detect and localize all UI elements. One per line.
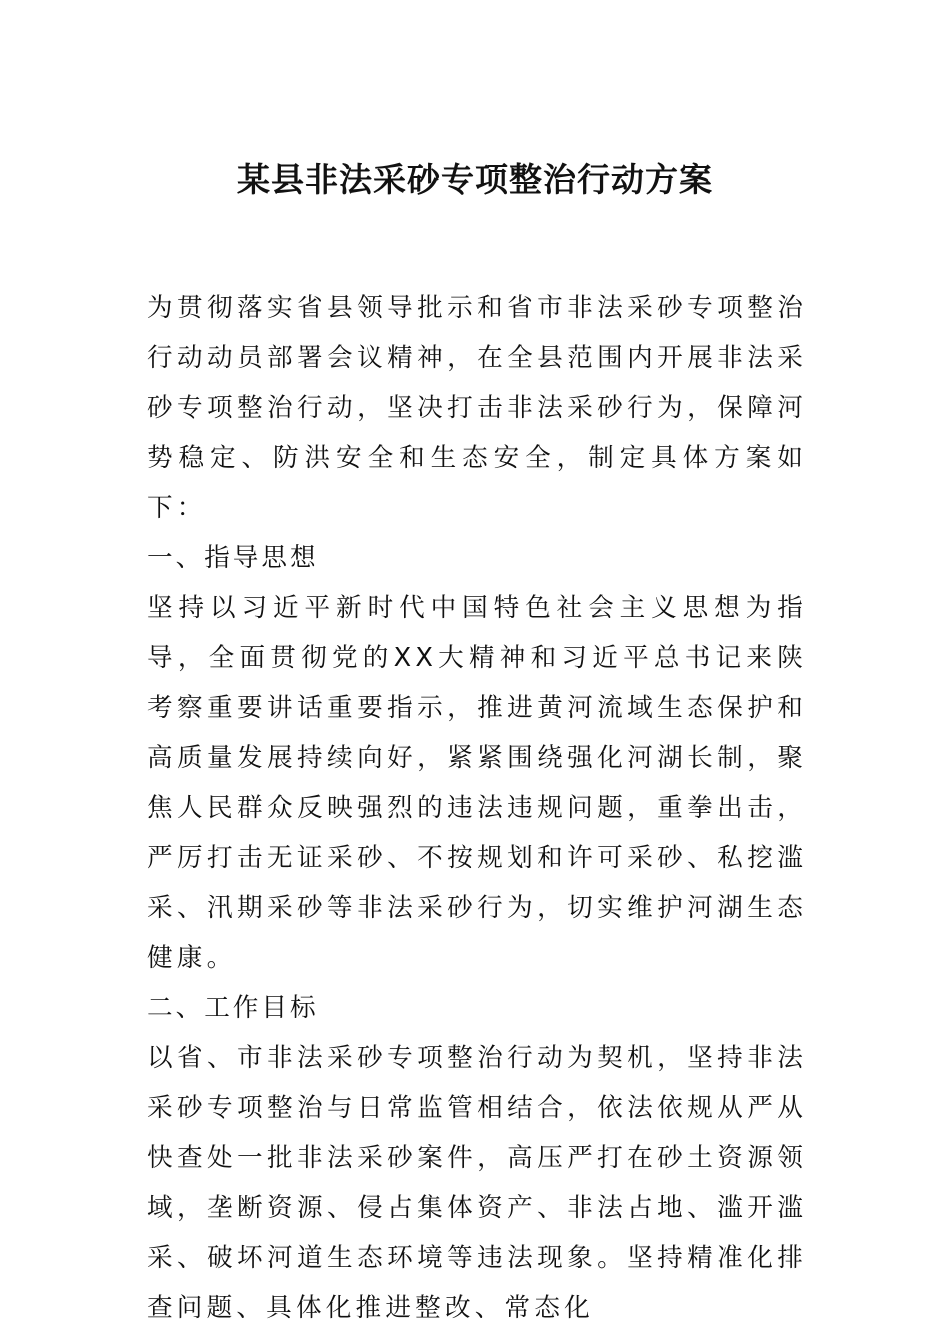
document-body <box>147 283 807 1333</box>
section-1-heading: 一、指导思想 <box>147 543 319 573</box>
document-title: 某县非法采砂专项整治行动方案 <box>237 160 713 199</box>
intro-paragraph: 为贯彻落实省县领导批示和省市非法采砂专项整治行动动员部署会议精神，在全县范围内开展非法采砂专项整治行动，坚决打击非法采砂行为，保障河势稳定、防洪安全和生态安全，制定具体方案如下： <box>147 293 807 523</box>
section-2-heading: 二、工作目标 <box>147 993 319 1023</box>
section-1-paragraph: 坚持以习近平新时代中国特色社会主义思想为指导，全面贯彻党的XX大精神和习近平总书记来陕考察重要讲话重要指示，推进黄河流域生态保护和高质量发展持续向好，紧紧围绕强化河湖长制，聚焦人民群众反映强烈的违法违规问题，重拳出击，严厉打击无证采砂、不按规划和许可采砂、私挖滥采、汛期采砂等非法采砂行为，切实维护河湖生态健康。 <box>147 593 807 973</box>
section-2-paragraph: 以省、市非法采砂专项整治行动为契机，坚持非法采砂专项整治与日常监管相结合，依法依规从严从快查处一批非法采砂案件，高压严打在砂土资源领域，垄断资源、侵占集体资产、非法占地、滥开滥采、破坏河道生态环境等违法现象。坚持精准化排查问题、具体化推进整改、常态化 <box>147 1043 807 1323</box>
